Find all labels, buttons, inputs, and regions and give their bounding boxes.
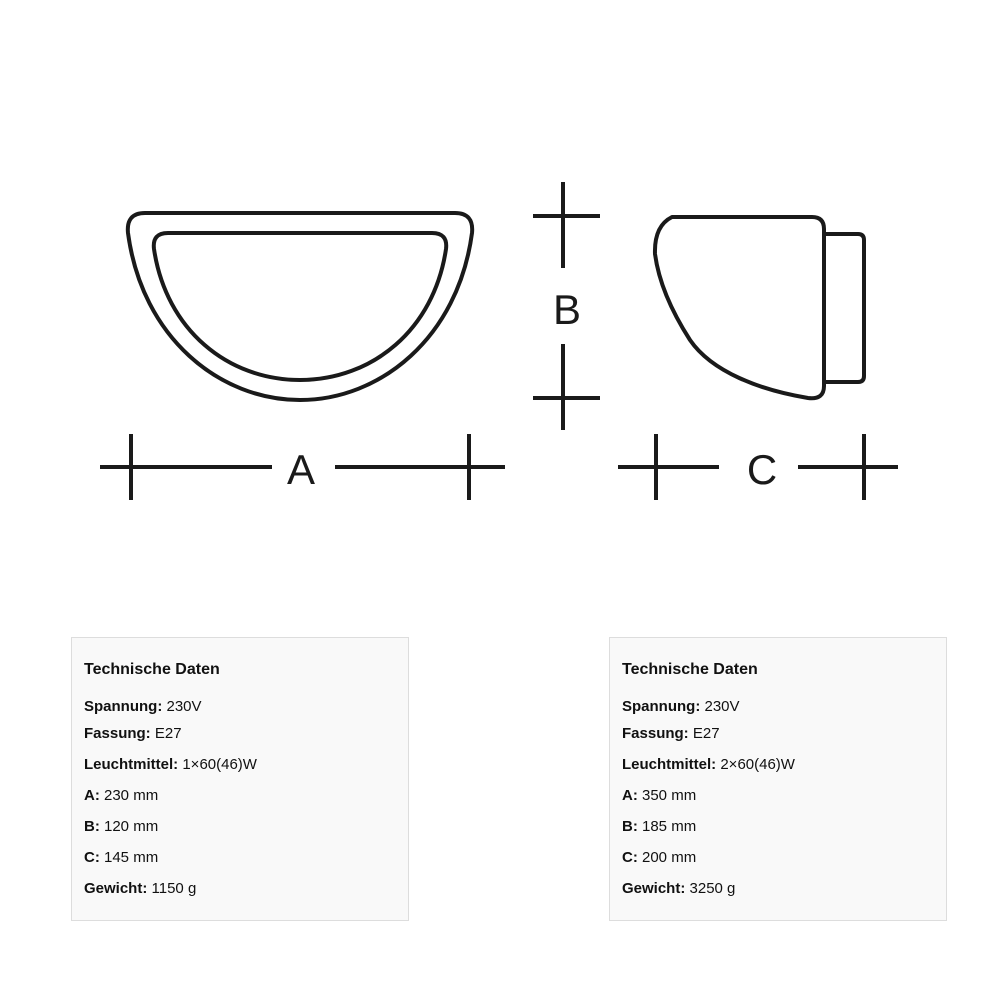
spec-title: Technische Daten bbox=[84, 661, 220, 678]
spec-row-voltage: Spannung: 230V bbox=[84, 698, 202, 715]
dim-a-label: A bbox=[286, 446, 316, 493]
spec-box-small bbox=[71, 637, 409, 921]
spec-box-large bbox=[609, 637, 947, 921]
spec-row-socket: Fassung: E27 bbox=[622, 725, 720, 742]
spec-row-dim-a: A: 230 mm bbox=[84, 787, 159, 804]
spec-row-dim-c: C: 200 mm bbox=[622, 849, 697, 866]
spec-row-lamp: Leuchtmittel: 1×60(46)W bbox=[84, 756, 257, 773]
dim-b-label: B bbox=[552, 286, 582, 333]
spec-row-weight: Gewicht: 3250 g bbox=[622, 880, 736, 897]
spec-row-dim-a: A: 350 mm bbox=[622, 787, 697, 804]
front-view-outer-shape bbox=[128, 213, 472, 400]
spec-title: Technische Daten bbox=[622, 661, 758, 678]
spec-row-dim-b: B: 185 mm bbox=[622, 818, 697, 835]
spec-row-voltage: Spannung: 230V bbox=[622, 698, 740, 715]
spec-row-socket: Fassung: E27 bbox=[84, 725, 182, 742]
front-view-inner-shape bbox=[154, 233, 446, 380]
spec-row-lamp: Leuchtmittel: 2×60(46)W bbox=[622, 756, 795, 773]
side-view-shade-shape bbox=[655, 217, 824, 398]
side-view-mount-plate bbox=[824, 234, 864, 382]
dim-c-label: C bbox=[746, 446, 778, 493]
spec-row-dim-c: C: 145 mm bbox=[84, 849, 159, 866]
spec-row-dim-b: B: 120 mm bbox=[84, 818, 159, 835]
spec-row-weight: Gewicht: 1150 g bbox=[84, 880, 197, 897]
